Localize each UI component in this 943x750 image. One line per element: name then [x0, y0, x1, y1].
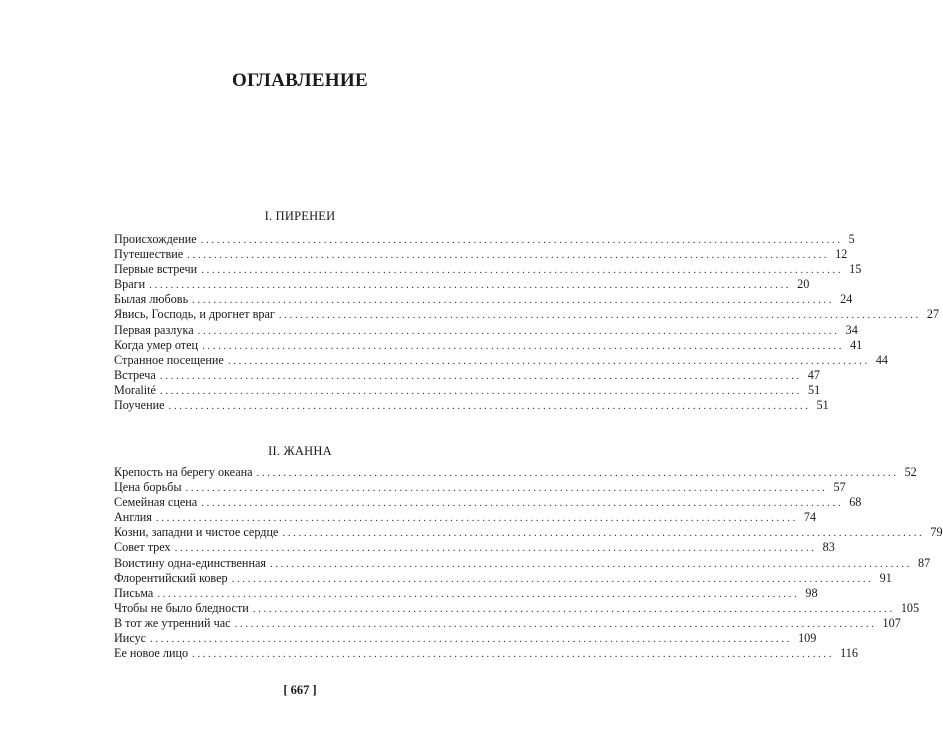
toc-entry [114, 398, 829, 413]
dot-leader: ........................................................................................................................ [269, 557, 912, 570]
toc-entry [114, 337, 863, 353]
dot-leader: ........................................................................................................................ [282, 527, 925, 540]
toc-entry-title: В тот же утренний час [114, 615, 231, 630]
dot-leader: ........................................................................................................................ [252, 602, 895, 615]
toc-entry-title: Письма [114, 585, 154, 600]
toc-entry-page: 68 [849, 495, 862, 510]
dot-leader: ........................................................................................................................ [227, 354, 870, 367]
toc-entry [114, 367, 820, 383]
toc-entry-page: 44 [875, 352, 889, 367]
toc-entry [114, 540, 835, 555]
toc-entry-page: 47 [807, 367, 820, 382]
toc-entry-page: 74 [803, 510, 817, 525]
toc-entry-page: 116 [840, 646, 858, 661]
toc-entry [114, 570, 892, 586]
toc-entry [114, 631, 817, 646]
toc-entry-title: Происхождение [114, 232, 197, 246]
toc-entry-page: 107 [882, 615, 901, 630]
dot-leader: ........................................................................................................................ [201, 497, 844, 510]
dot-leader: ........................................................................................................................ [159, 384, 802, 397]
toc-entry-title: Цена борьбы [114, 480, 182, 495]
toc-entry [114, 465, 917, 480]
dot-leader: ........................................................................................................................ [157, 587, 800, 600]
toc-entry-page: 51 [816, 398, 829, 413]
toc-entry-title: Явись, Господь, и дрогнет враг [114, 307, 275, 322]
toc-entry-title: Странное посещение [114, 352, 224, 367]
page-title: ОГЛАВЛЕНИЕ [232, 70, 368, 91]
toc-entry [114, 600, 920, 616]
toc-entry-title: Поучение [114, 398, 165, 413]
toc-entry-title: Чтобы не было бледности [114, 600, 249, 615]
dot-leader: ........................................................................................................................ [256, 467, 899, 479]
toc-entry [114, 646, 858, 661]
dot-leader: ........................................................................................................................ [197, 324, 840, 337]
toc-entry-page: 91 [879, 570, 892, 585]
toc-entry-page: 27 [926, 307, 940, 322]
toc-entry-title: Враги [114, 277, 146, 292]
toc-entry-title: Англия [114, 510, 152, 525]
toc-list-pyrenees [114, 232, 940, 413]
toc-entry [114, 322, 858, 338]
dot-leader: ........................................................................................................................ [278, 309, 921, 322]
section-heading-zhanna: II. ЖАННА [268, 444, 332, 458]
toc-entry-page: 5 [848, 232, 855, 246]
toc-entry-page: 34 [845, 322, 858, 337]
toc-entry-title: Козни, западни и чистое сердце [114, 525, 279, 540]
toc-entry [114, 480, 846, 495]
toc-entry-title: Совет трех [114, 540, 171, 555]
toc-entry [114, 585, 818, 601]
toc-entry-page: 52 [904, 465, 917, 479]
toc-entry-title: Семейная сцена [114, 495, 198, 510]
toc-entry-title: Встреча [114, 367, 156, 382]
dot-leader: ........................................................................................................................ [149, 279, 792, 292]
dot-leader: ........................................................................................................................ [200, 234, 843, 246]
toc-entry-page: 57 [833, 480, 846, 495]
toc-entry [114, 510, 817, 525]
toc-entry [114, 232, 855, 247]
toc-entry-page: 51 [807, 382, 821, 397]
toc-entry-page: 98 [805, 585, 818, 600]
toc-entry [114, 615, 901, 631]
toc-entry [114, 307, 940, 322]
toc-entry-page: 24 [840, 292, 853, 307]
dot-leader: ........................................................................................................................ [234, 617, 877, 630]
dot-leader: ........................................................................................................................ [150, 633, 793, 646]
toc-entry-page: 105 [900, 600, 920, 615]
page-number: [ 667 ] [283, 683, 317, 697]
toc-entry-page: 87 [917, 555, 931, 570]
toc-entry [114, 262, 862, 277]
toc-entry-title: Первая разлука [114, 322, 194, 337]
dot-leader: ........................................................................................................................ [155, 512, 798, 525]
dot-leader: ........................................................................................................................ [159, 369, 802, 382]
toc-entry [114, 495, 862, 510]
toc-entry [114, 382, 821, 398]
toc-entry-page: 12 [835, 247, 848, 262]
toc-entry-page: 20 [797, 277, 810, 292]
toc-entry-page: 109 [798, 631, 817, 646]
toc-list-zhanna [114, 465, 943, 661]
toc-entry-page: 83 [822, 540, 835, 555]
dot-leader: ........................................................................................................................ [187, 249, 830, 262]
toc-entry-title: Moralité [114, 382, 156, 397]
section-heading-pyrenees: I. ПИРЕНЕИ [264, 209, 336, 223]
dot-leader: ........................................................................................................................ [202, 339, 845, 352]
toc-entry [114, 525, 943, 540]
toc-entry-title: Крепость на берегу океана [114, 465, 253, 479]
dot-leader: ........................................................................................................................ [168, 400, 811, 413]
toc-entry-title: Первые встречи [114, 262, 198, 277]
dot-leader: ........................................................................................................................ [192, 294, 835, 307]
dot-leader: ........................................................................................................................ [192, 648, 835, 661]
toc-entry-title: Воистину одна-единственная [114, 555, 266, 570]
dot-leader: ........................................................................................................................ [174, 542, 817, 555]
toc-entry-title: Былая любовь [114, 292, 189, 307]
toc-entry-page: 41 [850, 337, 863, 352]
dot-leader: ........................................................................................................................ [231, 572, 874, 585]
toc-entry-page: 15 [849, 262, 862, 277]
toc-entry-title: Когда умер отец [114, 337, 199, 352]
toc-entry [114, 247, 848, 262]
dot-leader: ........................................................................................................................ [201, 264, 844, 277]
dot-leader: ........................................................................................................................ [185, 482, 828, 495]
toc-entry [114, 292, 853, 307]
toc-entry [114, 277, 810, 292]
toc-entry-page: 79 [930, 525, 943, 540]
toc-entry-title: Ее новое лицо [114, 646, 189, 661]
toc-entry-title: Путешествие [114, 247, 184, 262]
toc-entry [114, 352, 889, 368]
toc-entry-title: Флорентийский ковер [114, 570, 228, 585]
toc-entry-title: Иисус [114, 631, 147, 646]
toc-entry [114, 555, 931, 571]
